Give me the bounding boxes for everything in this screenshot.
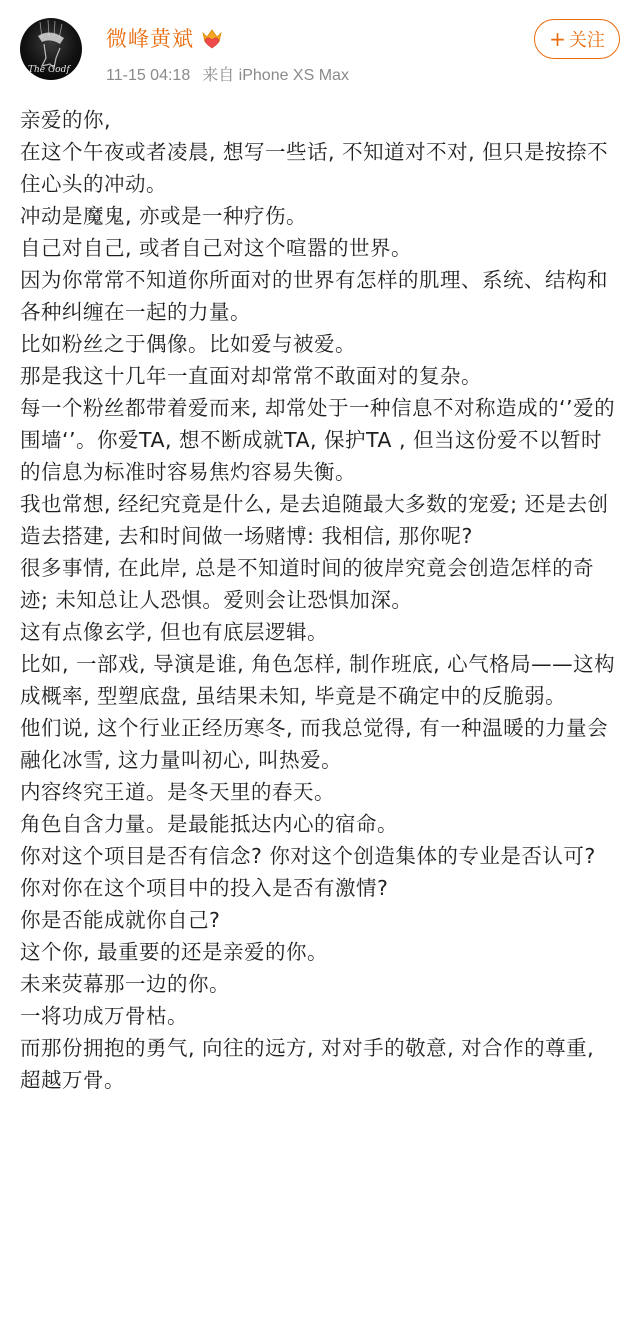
post-paragraph: 这有点像玄学, 但也有底层逻辑。 bbox=[20, 620, 329, 644]
post-paragraph: 冲动是魔鬼, 亦或是一种疗伤。 bbox=[20, 204, 308, 228]
post-paragraph: 自己对自己, 或者自己对这个喧嚣的世界。 bbox=[20, 236, 413, 260]
post-paragraph: 每一个粉丝都带着爱而来, 却常处于一种信息不对称造成的‘’爱的围墙‘’。你爱TA, 想不断成就TA, 保护TA , 但当这份爱不以暂时的信息为标准时容易焦灼容易失衡。 bbox=[20, 396, 616, 484]
follow-button[interactable] bbox=[534, 19, 620, 59]
post-paragraph: 内容终究王道。是冬天里的春天。 bbox=[20, 780, 335, 804]
post-paragraph: 亲爱的你, bbox=[20, 108, 112, 132]
post-paragraph: 你是否能成就你自己? bbox=[20, 908, 221, 932]
post-paragraph: 未来荧幕那一边的你。 bbox=[20, 972, 230, 996]
svg-text:The Godf: The Godf bbox=[28, 65, 70, 75]
post-paragraph: 比如粉丝之于偶像。比如爱与被爱。 bbox=[20, 332, 356, 356]
username[interactable]: 微峰黄斌 bbox=[106, 27, 194, 51]
post-paragraph: 他们说, 这个行业正经历寒冬, 而我总觉得, 有一种温暖的力量会融化冰雪, 这力量叫初心, 叫热爱。 bbox=[20, 716, 609, 772]
plus-icon: + bbox=[549, 27, 566, 51]
post-paragraph: 而那份拥抱的勇气, 向往的远方, 对对手的敬意, 对合作的尊重, 超越万骨。 bbox=[20, 1036, 595, 1092]
post-paragraph: 比如, 一部戏, 导演是谁, 角色怎样, 制作班底, 心气格局——这构成概率, 型塑底盘, 虽结果未知, 毕竟是不确定中的反脆弱。 bbox=[20, 652, 616, 708]
post-paragraph: 角色自含力量。是最能抵达内心的宿命。 bbox=[20, 812, 398, 836]
follow-label: 关注 bbox=[568, 30, 605, 51]
username-row bbox=[106, 22, 224, 54]
post-header bbox=[0, 0, 640, 92]
post-paragraph: 你对这个项目是否有信念? 你对这个创造集体的专业是否认可? 你对你在这个项目中的投入是否有激情? bbox=[20, 844, 596, 900]
post-meta bbox=[106, 62, 361, 85]
post-timestamp: 11-15 04:18 bbox=[106, 67, 191, 84]
post-paragraph: 那是我这十几年一直面对却常常不敢面对的复杂。 bbox=[20, 364, 482, 388]
post-paragraph: 这个你, 最重要的还是亲爱的你。 bbox=[20, 940, 329, 964]
post-content bbox=[20, 104, 620, 1096]
post-paragraph: 很多事情, 在此岸, 总是不知道时间的彼岸究竟会创造怎样的奇迹; 未知总让人恐惧。爱则会让恐惧加深。 bbox=[20, 556, 595, 612]
post-paragraph: 在这个午夜或者凌晨, 想写一些话, 不知道对不对, 但只是按捺不住心头的冲动。 bbox=[20, 140, 609, 196]
post-paragraph: 因为你常常不知道你所面对的世界有怎样的肌理、系统、结构和各种纠缠在一起的力量。 bbox=[20, 268, 608, 324]
post-paragraph: 一将功成万骨枯。 bbox=[20, 1004, 188, 1028]
crown-heart-badge-icon[interactable] bbox=[200, 27, 224, 49]
post-source: 来自 iPhone XS Max bbox=[202, 67, 349, 84]
post-paragraph: 我也常想, 经纪究竟是什么, 是去追随最大多数的宠爱; 还是去创造去搭建, 去和时间做一场赌博: 我相信, 那你呢? bbox=[20, 492, 609, 548]
avatar-image bbox=[20, 18, 82, 80]
user-avatar[interactable] bbox=[20, 18, 82, 80]
